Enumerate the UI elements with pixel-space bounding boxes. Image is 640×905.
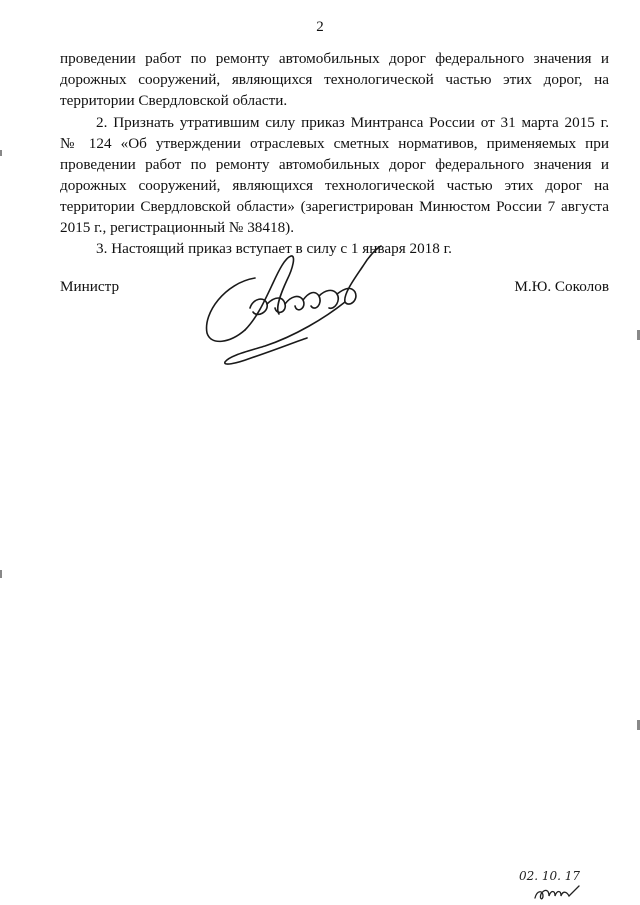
handwritten-date-note	[517, 864, 597, 904]
body-text-line: 3. Настоящий приказ вступает в силу с 1 января 2018 г.	[96, 240, 452, 257]
body-text-line: дорожных сооружений, являющихся технологической частью этих дорог, на	[60, 71, 609, 88]
scan-edge-mark	[0, 570, 2, 578]
page-number: 2	[316, 19, 324, 35]
body-text-line: 2. Признать утратившим силу приказ Минтранса России от 31 марта 2015 г.	[96, 114, 609, 131]
signature-image	[195, 238, 395, 373]
signatory-name: М.Ю. Соколов	[514, 278, 609, 295]
body-text-line: 2015 г., регистрационный № 38418).	[60, 219, 295, 236]
body-text-line: № 124 «Об утверждении отраслевых сметных нормативов, применяемых при	[60, 135, 609, 152]
scan-edge-mark	[0, 150, 2, 156]
body-text-line: территории Свердловской области» (зарегистрирован Минюстом России 7 августа	[60, 198, 609, 215]
body-text-line: проведении работ по ремонту автомобильных дорог федерального значения и	[60, 50, 609, 67]
body-text-line: проведении работ по ремонту автомобильных дорог федерального значения и	[60, 156, 609, 173]
body-text-line: территории Свердловской области.	[60, 92, 288, 109]
svg-text:02. 10. 17: 02. 10. 17	[519, 869, 581, 883]
body-text-line: дорожных сооружений, являющихся технологической частью этих дорог на	[60, 177, 609, 194]
signatory-title: Министр	[60, 278, 120, 295]
